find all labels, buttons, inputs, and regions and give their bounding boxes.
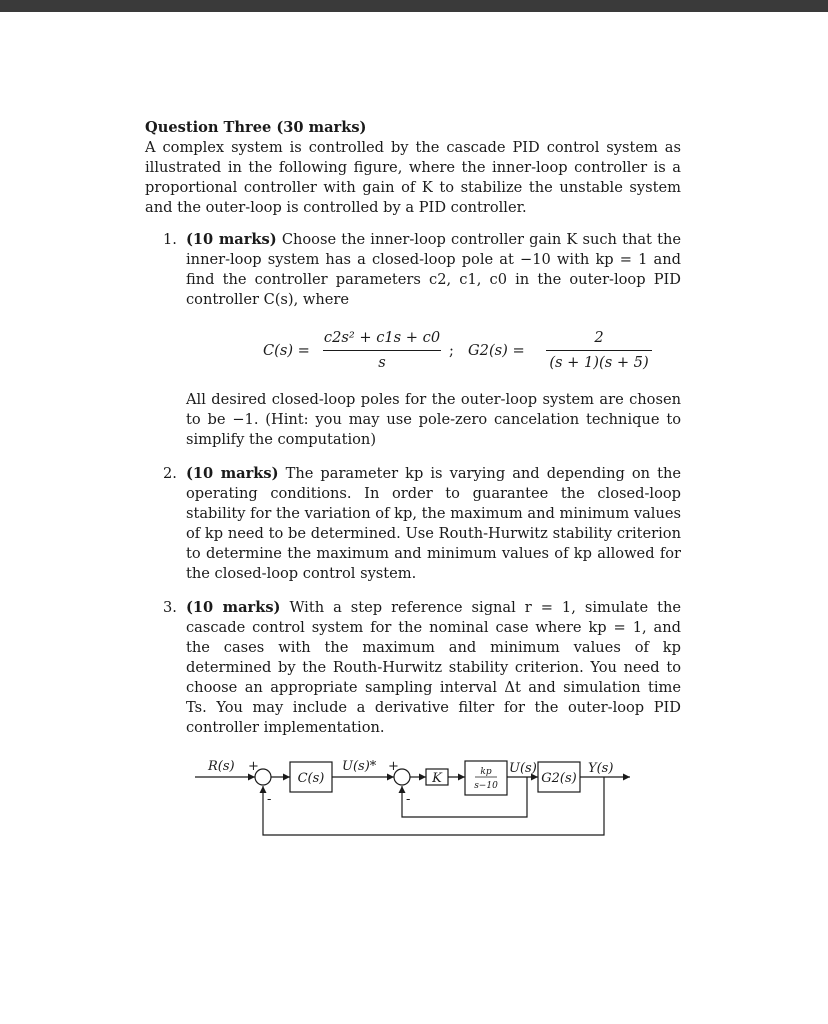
block-diagram	[190, 745, 640, 845]
item-number: 3.	[163, 599, 177, 616]
inner-minus-sign: -	[406, 792, 411, 807]
item-followup: All desired closed-loop poles for the outer-loop system are chosen to be −1. (Hint: you may use pole-zero cancelation technique to simplify the computation)	[186, 391, 681, 448]
question-page	[145, 118, 681, 738]
item-body	[186, 230, 681, 310]
item-number: 2.	[163, 465, 177, 482]
item-marks: (10 marks)	[186, 231, 277, 248]
inner-plus-sign: +	[388, 759, 399, 774]
plant-fraction	[546, 328, 652, 373]
window-top-bar	[0, 0, 828, 12]
controller-label: C(s)	[297, 771, 325, 786]
equation	[186, 328, 681, 376]
g2-label: G2(s)	[541, 771, 577, 786]
item-body	[186, 598, 681, 738]
item-number: 1.	[163, 231, 177, 248]
u-star-label: U(s)*	[342, 759, 377, 774]
equation-c-lhs: C(s) =	[263, 342, 310, 359]
plant-denominator: (s + 1)(s + 5)	[549, 354, 649, 371]
u-label: U(s)	[509, 761, 537, 776]
outer-plus-sign: +	[248, 759, 259, 774]
controller-denominator: s	[378, 354, 386, 371]
item-marks: (10 marks)	[186, 599, 281, 616]
item-text: The parameter kp is varying and depending on the operating conditions. In order to guarantee the closed-loop stability for the variation of kp, the maximum and minimum values of kp need to be determined. Use Routh-Hurwitz stability criterion to determine the maximum and minimum values of kp allowed for the closed-loop control system.	[186, 465, 681, 582]
gain-label: K	[432, 771, 442, 786]
item-marks: (10 marks)	[186, 465, 279, 482]
controller-fraction	[323, 328, 441, 373]
outer-minus-sign: -	[267, 792, 272, 807]
question-item-2	[145, 464, 681, 584]
plant-numerator: 2	[546, 328, 652, 351]
output-label: Y(s)	[588, 761, 614, 776]
item-body	[186, 464, 681, 584]
question-item-3	[145, 598, 681, 738]
input-label: R(s)	[208, 759, 235, 774]
question-title: Question Three (30 marks)	[145, 119, 367, 136]
item-text: With a step reference signal r = 1, simulate the cascade control system for the nominal case where kp = 1, and the cases with the maximum and minimum values of kp determined by the Routh-Hurwitz stability criterion. You need to choose an appropriate sampling interval Δt and simulation time Ts. You may include a derivative filter for the outer-loop PID controller implementation.	[186, 599, 681, 736]
item-text: Choose the inner-loop controller gain K such that the inner-loop system has a closed-loop pole at −10 with kp = 1 and find the controller parameters c2, c1, c0 in the outer-loop PID controller C(s), where	[186, 231, 681, 308]
question-item-1	[145, 230, 681, 450]
equation-g-lhs: G2(s) =	[468, 342, 525, 359]
controller-numerator: c2s² + c1s + c0	[323, 328, 441, 351]
plant-denominator-label: s−10	[474, 781, 498, 791]
equation-separator: ;	[449, 342, 454, 359]
plant-numerator-label: kp	[480, 767, 492, 777]
question-intro: A complex system is controlled by the cascade PID control system as illustrated in the following figure, where the inner-loop controller is a proportional controller with gain of K to stabilize the unstable system and the outer-loop is controlled by a PID controller.	[145, 139, 681, 216]
